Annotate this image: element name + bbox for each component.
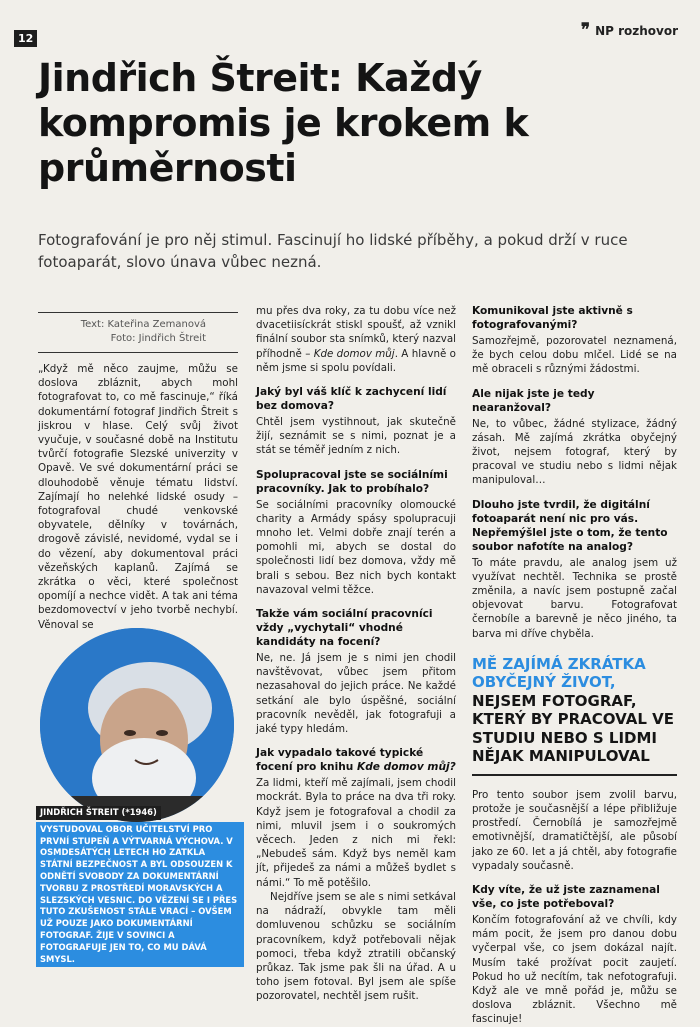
answer: Za lidmi, kteří mě zajímali, jsem chodil mockrát. Byla to práce na dva tři roky. Když jsem je fotografoval a chodil za nimi, mluvil jsem i o soukromých věcech. Jeden z nich mi řekl: „Nebudeš sám. Když bys neměl kam jít, přijedeš za námi a můžeš bydlet s námi.“ To mě potěšilo.: [256, 777, 456, 889]
bio-box: [36, 806, 244, 967]
page-number: 12: [14, 30, 37, 47]
pull-quote-rule: [472, 774, 677, 776]
answer: Končím fotografování až ve chvíli, kdy mám pocit, že jsem pro danou dobu vyčerpal vše, co jsem dokázal najít. Musím také prožívat pocit zaujetí. Pokud ho už necítím, tak nefotografuji. Když ale ve mně pořád je, můžu se doslova zbláznit. Všechno mě fascinuje!: [472, 914, 677, 1026]
answer: Nejdříve jsem se ale s nimi setkával na nádraží, obvykle tam měli domluvenou schůzku se sociálním pracovníkem, když potřebovali nějak pomoci, třeba když ztratili občanský průkaz. Tak jsme pak šli na úřad. A u toho jsem fotoval. Byl jsem ale spíše pozorovatel, nechtěl jsem rušit.: [256, 890, 456, 1003]
bio-text: VYSTUDOVAL OBOR UČITELSTVÍ PRO PRVNÍ STUPEŇ A VÝTVARNÁ VÝCHOVA. V OSMDESÁTÝCH LETECH HO ZATKLA STÁTNÍ BEZPEČNOST A BYL ODSOUZEN K ODNĚTÍ SVOBODY ZA DOKUMENTÁRNÍ TVORBU Z PROSTŘEDÍ MORAVSKÝCH A SLEZSKÝCH VESNIC. DO VĚZENÍ SE I PŘES TUTO ZKUŠENOST STÁLE VRACÍ – OVŠEM UŽ POUZE JAKO DOKUMENTÁRNÍ FOTOGRAF. ŽIJE V SOVINCI A FOTOGRAFUJE JEN TO, CO MU DÁVÁ SMYSL.: [36, 822, 244, 968]
answer: Ne, ne. Já jsem je s nimi jen chodil navštěvovat, vůbec jsem přitom nezasahoval do jejich práce. Ne každé setkání ale bylo úspěšné, sociální pracovník nevěděl, jak fotografuji a jaké typy hledám.: [256, 652, 456, 736]
column-2: [256, 304, 456, 1004]
answer: Ne, to vůbec, žádné stylizace, žádný zásah. Mě zajímá zkrátka obyčejný život, nejsem fotograf, který by pracoval ve studiu nebo s lidmi nějak manipuloval…: [472, 417, 677, 487]
question-text: Jak vypadalo takové typické focení pro knihu: [256, 747, 424, 774]
pull-quote-highlight: MĚ ZAJÍMÁ ZKRÁTKA OBYČEJNÝ ŽIVOT,: [472, 654, 646, 692]
pull-quote: [472, 655, 677, 776]
answer: Chtěl jsem vystihnout, jak skutečně žijí, seznámit se s nimi, poznat je a stát se téměř jedním z nich.: [256, 416, 456, 457]
book-title-question: Kde domov můj?: [356, 761, 456, 774]
col2-opening: [256, 304, 456, 375]
col2-opening-text: mu přes dva roky, za tu dobu více než dvacetiisíckrát stiskl spoušť, až vznikl finální soubor sta snímků, který nazval příhodně –: [256, 305, 456, 360]
headline: Jindřich Štreit: Každý kompromis je krokem k průměrnosti: [38, 56, 529, 190]
question: Spolupracoval jste se sociálními pracovníky. Jak to probíhalo?: [256, 468, 448, 495]
column-1: [38, 304, 238, 632]
intro-paragraph: „Když mě něco zaujme, můžu se doslova zbláznit, abych mohl fotografovat to, co mě fascinuje,“ říká dokumentární fotograf Jindřich Štreit s jiskrou v hlase. Celý svůj život vyučuje, v současné době na Institutu tvůrčí fotografie Slezské univerzity v Opavě. Ve své dokumentární práci se dlouhodobě věnuje tématu lidství. Zajímají ho nelehké lidské osudy – fotografoval chudé venkovské obyvatele, dělníky v továrnách, drogově závislé, nevidomé, vydal se i do vězení, aby dokumentoval práci vězeňských kaplanů. Zajímá se zkrátka o věci, které společnost opomíjí a nechce vidět. A tak ani téma bezdomovectví v jeho tvorbě nechybí. Věnoval se: [38, 363, 238, 631]
col2-opening-end: . A hlavně o něm jsme si spolu povídali.: [256, 347, 456, 374]
question: Kdy víte, že už jste zaznamenal vše, co jste potřeboval?: [472, 884, 660, 911]
portrait-photo: [40, 628, 234, 822]
quote-marks-icon: ❞: [580, 20, 591, 40]
answer: Pro tento soubor jsem zvolil barvu, protože je současnější a lépe přibližuje prostředí. Černobílá je samozřejmě emotivnější, dramatičtější, ale působí jako ze 60. let a já chtěl, aby fotografie vypadaly současně.: [472, 788, 677, 872]
question: Jaký byl váš klíč k zachycení lidí bez domova?: [256, 386, 447, 413]
bio-name: JINDŘICH ŠTREIT (*1946): [36, 806, 161, 820]
question: Takže vám sociální pracovníci vždy „vychytali“ vhodné kandidáty na focení?: [256, 608, 433, 649]
answer: To máte pravdu, ale analog jsem už využívat nechtěl. Technika se prostě změnila, a navíc jsem postupně začal objevovat barvu. Fotografovat černobíle a barevně je něco jiného, ta barva mi dříve chyběla.: [472, 556, 677, 640]
portrait-illustration-icon: [40, 628, 234, 822]
question: Ale nijak jste je tedy nearanžoval?: [472, 387, 595, 414]
section-label: NP rozhovor: [595, 23, 678, 38]
question: Dlouho jste tvrdil, že digitální fotoaparát není nic pro vás. Nepřemýšlel jste o tom, že tento soubor nafotíte na analog?: [472, 498, 668, 553]
section-tag: [581, 22, 678, 39]
question: [256, 746, 456, 774]
credits-divider: [38, 352, 238, 353]
credits-text: Text: Kateřina Zemanová: [80, 319, 206, 330]
question: Komunikoval jste aktivně s fotografovanými?: [472, 305, 633, 331]
credits-photo: Foto: Jindřich Štreit: [110, 333, 206, 344]
answer: Se sociálními pracovníky olomoucké charity a Armády spásy spolupracuji mnoho let. Velmi dobře znají terén a pomohli mi, abych se dostal do společnosti lidí bez domova, vždy mě brali s sebou. Bez nich bych kontakt navazoval velmi těžce.: [256, 498, 456, 596]
lead-paragraph: Fotografování je pro něj stimul. Fascinují ho lidské příběhy, a pokud drží v ruce fotoaparát, slovo únava vůbec nezná.: [38, 231, 628, 271]
column-3: [472, 304, 677, 1027]
pull-quote-text: NEJSEM FOTOGRAF, KTERÝ BY PRACOVAL VE STUDIU NEBO S LIDMI NĚJAK MANIPULOVAL: [472, 691, 674, 766]
book-title: Kde domov můj: [313, 347, 395, 360]
credits: [38, 312, 238, 346]
answer: Samozřejmě, pozorovatel neznamená, že bych celou dobu mlčel. Lidé se na mě obraceli s různými žádostmi.: [472, 335, 677, 376]
